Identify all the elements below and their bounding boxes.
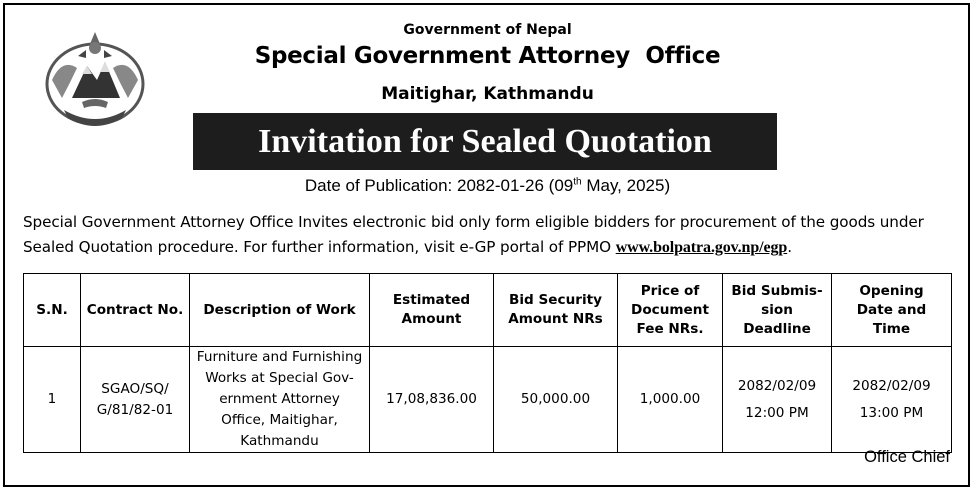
- table-row: [24, 347, 952, 453]
- intro-paragraph: [23, 210, 958, 260]
- office-address: Maitighar, Kathmandu: [381, 84, 594, 104]
- publication-date-rest: May, 2025): [581, 176, 671, 195]
- header-deadline: Bid Submis-sion Deadline: [723, 274, 832, 347]
- header-opening: Opening Date and Time: [832, 274, 952, 347]
- signatory: Office Chief: [864, 448, 950, 466]
- notice-title-banner: Invitation for Sealed Quotation: [193, 113, 777, 170]
- header-document-fee: Price of Document Fee NRs.: [618, 274, 723, 347]
- intro-end: .: [787, 238, 792, 256]
- header-contract-no: Contract No.: [81, 274, 190, 347]
- cell-contract-no: SGAO/SQ/ G/81/82-01: [81, 347, 190, 453]
- quotation-table: [23, 273, 952, 453]
- portal-link[interactable]: www.bolpatra.gov.np/egp: [615, 239, 788, 256]
- header-sn: S.N.: [24, 274, 81, 347]
- cell-bid-security: 50,000.00: [494, 347, 618, 453]
- office-name: Special Government Attorney Office: [254, 43, 721, 69]
- publication-date-suffix: th: [573, 176, 582, 188]
- deadline-date: 2082/02/09: [737, 377, 817, 394]
- deadline-time: 12:00 PM: [745, 404, 809, 421]
- government-heading: Government of Nepal: [403, 22, 572, 38]
- cell-document-fee: 1,000.00: [618, 347, 723, 453]
- cell-description: Furniture and Furnishing Works at Special Gov-ernment Attorney Office, Maitighar, Kathmandu: [190, 347, 370, 453]
- cell-estimated-amount: 17,08,836.00: [370, 347, 494, 453]
- table-header-row: [24, 274, 952, 347]
- cell-sn: 1: [24, 347, 81, 453]
- cell-opening: [832, 347, 952, 453]
- publication-date: [0, 176, 975, 196]
- cell-deadline: [723, 347, 832, 453]
- opening-time: 13:00 PM: [859, 404, 924, 421]
- opening-date: 2082/02/09: [852, 377, 931, 394]
- header-bid-security: Bid Security Amount NRs: [494, 274, 618, 347]
- header-estimated-amount: Estimated Amount: [370, 274, 494, 347]
- publication-date-label: Date of Publication: 2082-01-26 (09: [304, 176, 574, 195]
- intro-text: Special Government Attorney Office Invites electronic bid only form eligible bidders for procurement of the goods under Sealed Quotation procedure. For further information, visit e-GP portal of PPMO: [23, 213, 924, 256]
- header-description: Description of Work: [190, 274, 370, 347]
